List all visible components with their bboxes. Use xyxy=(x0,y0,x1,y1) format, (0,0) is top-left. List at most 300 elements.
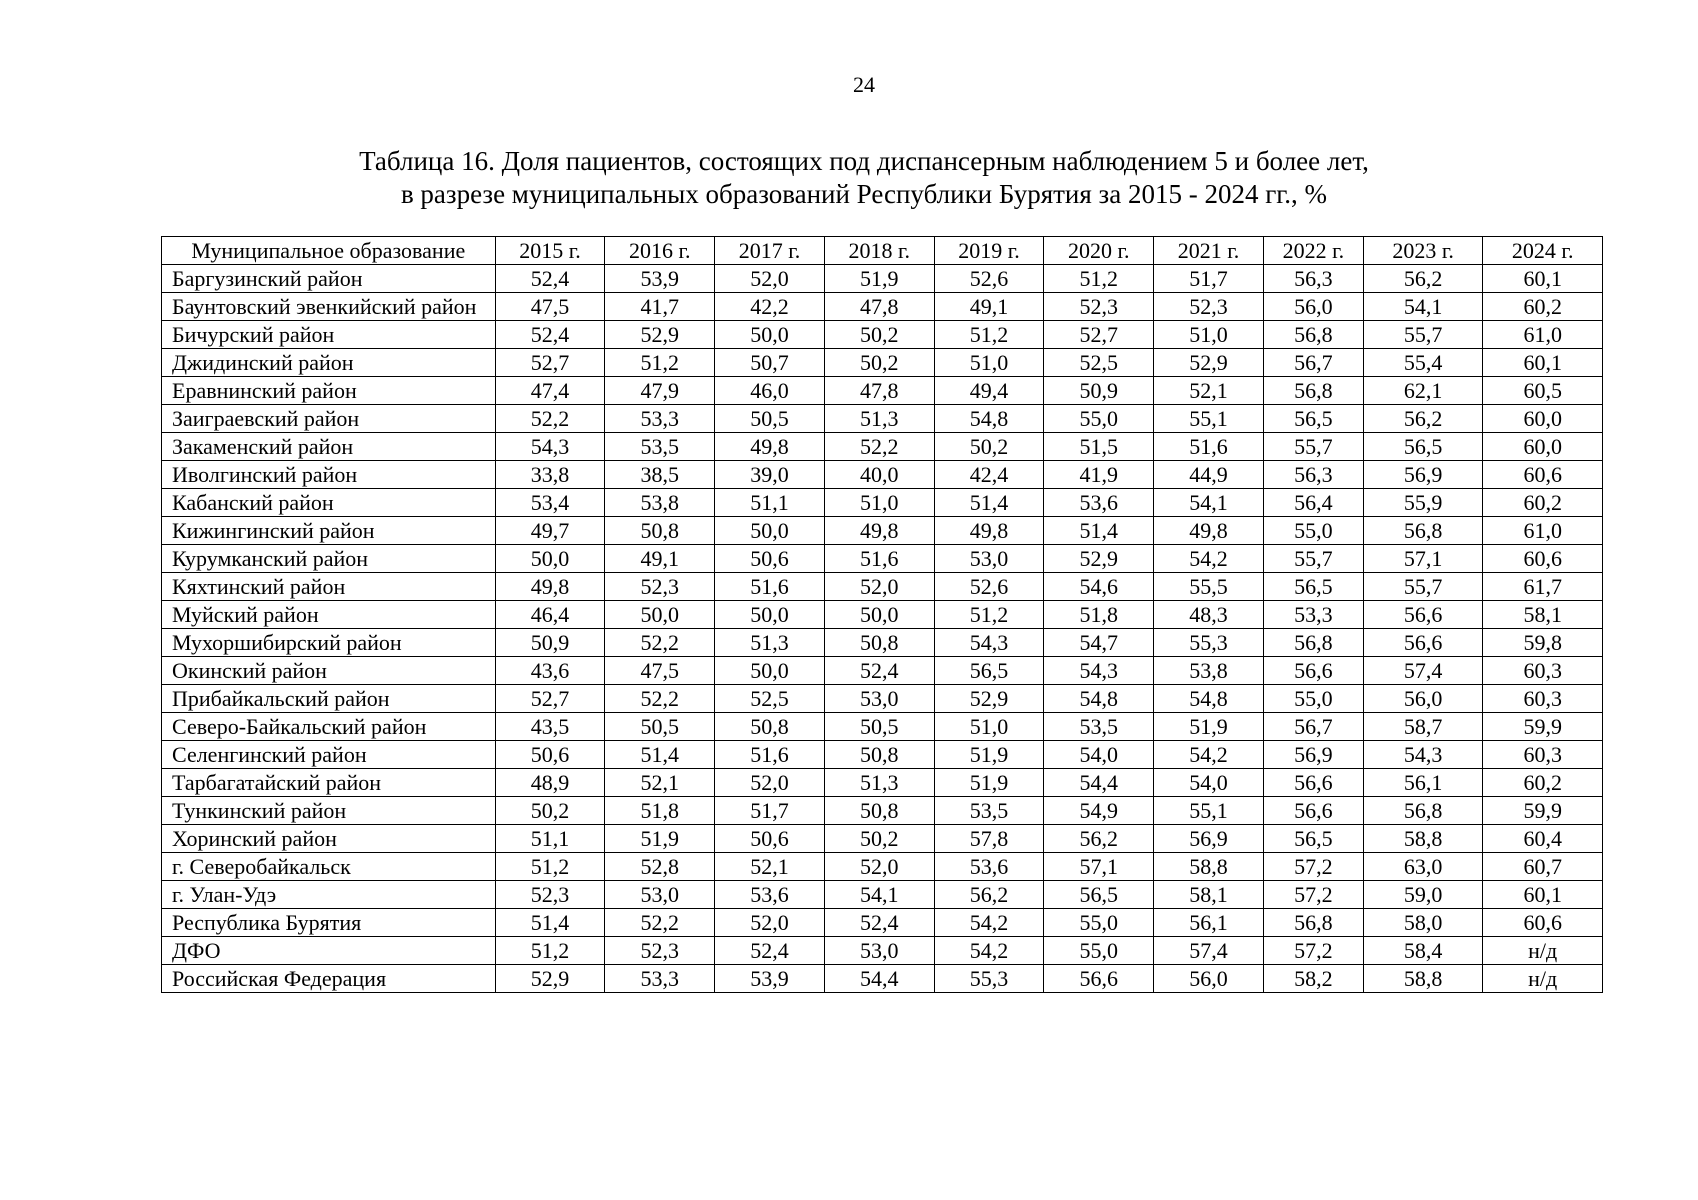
municipality-name-cell: г. Северобайкальск xyxy=(162,853,496,881)
municipality-name-cell: Республика Бурятия xyxy=(162,909,496,937)
value-cell: 51,2 xyxy=(495,853,605,881)
value-cell: 47,9 xyxy=(605,377,715,405)
municipality-name-cell: Хоринский район xyxy=(162,825,496,853)
value-cell: 56,6 xyxy=(1263,657,1363,685)
value-cell: 51,0 xyxy=(934,349,1044,377)
value-cell: 40,0 xyxy=(824,461,934,489)
table-caption-line-2: в разрезе муниципальных образований Республики Бурятия за 2015 - 2024 гг., % xyxy=(400,179,1328,209)
value-cell: 54,9 xyxy=(1044,797,1154,825)
value-cell: 51,3 xyxy=(824,405,934,433)
value-cell: 54,6 xyxy=(1044,573,1154,601)
value-cell: 51,1 xyxy=(495,825,605,853)
value-cell: 56,6 xyxy=(1044,965,1154,993)
value-cell: 52,9 xyxy=(1154,349,1264,377)
value-cell: 56,5 xyxy=(1263,825,1363,853)
value-cell: 51,3 xyxy=(715,629,825,657)
value-cell: 60,3 xyxy=(1483,685,1603,713)
value-cell: 50,0 xyxy=(605,601,715,629)
value-cell: 54,1 xyxy=(824,881,934,909)
value-cell: 56,3 xyxy=(1263,461,1363,489)
municipality-name-cell: Тункинский район xyxy=(162,797,496,825)
value-cell: 47,5 xyxy=(605,657,715,685)
value-cell: 58,1 xyxy=(1483,601,1603,629)
value-cell: 52,9 xyxy=(934,685,1044,713)
value-cell: 62,1 xyxy=(1363,377,1483,405)
value-cell: 60,5 xyxy=(1483,377,1603,405)
value-cell: 56,7 xyxy=(1263,349,1363,377)
value-cell: 57,2 xyxy=(1263,881,1363,909)
value-cell: 50,2 xyxy=(495,797,605,825)
value-cell: 56,9 xyxy=(1154,825,1264,853)
value-cell: 52,9 xyxy=(1044,545,1154,573)
table-row xyxy=(162,517,1603,545)
value-cell: 50,5 xyxy=(715,405,825,433)
value-cell: 58,4 xyxy=(1363,937,1483,965)
value-cell: 52,0 xyxy=(715,909,825,937)
column-header-year: 2016 г. xyxy=(605,237,715,265)
value-cell: 58,7 xyxy=(1363,713,1483,741)
value-cell: 58,8 xyxy=(1154,853,1264,881)
value-cell: 49,8 xyxy=(495,573,605,601)
value-cell: 52,2 xyxy=(605,909,715,937)
value-cell: 53,6 xyxy=(934,853,1044,881)
value-cell: 49,4 xyxy=(934,377,1044,405)
value-cell: 58,8 xyxy=(1363,825,1483,853)
value-cell: 60,6 xyxy=(1483,545,1603,573)
value-cell: 52,7 xyxy=(1044,321,1154,349)
value-cell: 55,3 xyxy=(934,965,1044,993)
value-cell: 53,3 xyxy=(605,965,715,993)
municipality-name-cell: Прибайкальский район xyxy=(162,685,496,713)
value-cell: 50,0 xyxy=(824,601,934,629)
column-header-year: 2018 г. xyxy=(824,237,934,265)
municipality-name-cell: Иволгинский район xyxy=(162,461,496,489)
value-cell: 55,1 xyxy=(1154,405,1264,433)
value-cell: 44,9 xyxy=(1154,461,1264,489)
table-row xyxy=(162,433,1603,461)
value-cell: 51,4 xyxy=(1044,517,1154,545)
table-row xyxy=(162,489,1603,517)
value-cell: 54,2 xyxy=(934,937,1044,965)
column-header-year: 2017 г. xyxy=(715,237,825,265)
value-cell: 52,6 xyxy=(934,573,1044,601)
value-cell: 56,1 xyxy=(1363,769,1483,797)
table-row xyxy=(162,321,1603,349)
value-cell: 61,0 xyxy=(1483,321,1603,349)
value-cell: 60,3 xyxy=(1483,657,1603,685)
value-cell: 52,9 xyxy=(495,965,605,993)
value-cell: 51,6 xyxy=(1154,433,1264,461)
value-cell: 53,8 xyxy=(1154,657,1264,685)
table-row xyxy=(162,741,1603,769)
value-cell: 49,8 xyxy=(934,517,1044,545)
value-cell: 51,9 xyxy=(605,825,715,853)
table-row xyxy=(162,685,1603,713)
value-cell: 50,0 xyxy=(715,321,825,349)
value-cell: 51,9 xyxy=(934,769,1044,797)
value-cell: 50,8 xyxy=(824,797,934,825)
value-cell: 50,2 xyxy=(824,349,934,377)
municipality-name-cell: Муйский район xyxy=(162,601,496,629)
table-row xyxy=(162,657,1603,685)
value-cell: 59,9 xyxy=(1483,713,1603,741)
value-cell: 55,0 xyxy=(1263,685,1363,713)
value-cell: 60,3 xyxy=(1483,741,1603,769)
value-cell: 43,5 xyxy=(495,713,605,741)
value-cell: 51,7 xyxy=(1154,265,1264,293)
value-cell: 53,5 xyxy=(934,797,1044,825)
table-caption xyxy=(0,145,1698,211)
value-cell: 57,4 xyxy=(1363,657,1483,685)
value-cell: 51,9 xyxy=(1154,713,1264,741)
value-cell: 60,6 xyxy=(1483,461,1603,489)
municipality-name-cell: Еравнинский район xyxy=(162,377,496,405)
value-cell: 52,0 xyxy=(715,769,825,797)
value-cell: 50,8 xyxy=(824,741,934,769)
value-cell: 53,0 xyxy=(824,685,934,713)
value-cell: 50,8 xyxy=(824,629,934,657)
value-cell: 52,4 xyxy=(824,909,934,937)
value-cell: 52,7 xyxy=(495,349,605,377)
value-cell: 54,2 xyxy=(1154,545,1264,573)
value-cell: 56,5 xyxy=(1263,573,1363,601)
municipality-name-cell: г. Улан-Удэ xyxy=(162,881,496,909)
value-cell: н/д xyxy=(1483,937,1603,965)
value-cell: 47,5 xyxy=(495,293,605,321)
value-cell: 47,8 xyxy=(824,293,934,321)
value-cell: 56,5 xyxy=(1363,433,1483,461)
value-cell: 51,2 xyxy=(1044,265,1154,293)
value-cell: 50,5 xyxy=(605,713,715,741)
value-cell: 56,8 xyxy=(1263,629,1363,657)
value-cell: 55,3 xyxy=(1154,629,1264,657)
table-row xyxy=(162,601,1603,629)
value-cell: 49,7 xyxy=(495,517,605,545)
municipality-name-cell: ДФО xyxy=(162,937,496,965)
value-cell: 51,6 xyxy=(715,573,825,601)
value-cell: 54,3 xyxy=(1044,657,1154,685)
value-cell: 59,8 xyxy=(1483,629,1603,657)
value-cell: 51,4 xyxy=(495,909,605,937)
value-cell: 49,8 xyxy=(824,517,934,545)
value-cell: 54,2 xyxy=(1154,741,1264,769)
table-row xyxy=(162,293,1603,321)
value-cell: 46,0 xyxy=(715,377,825,405)
value-cell: 54,8 xyxy=(1044,685,1154,713)
value-cell: 56,8 xyxy=(1363,797,1483,825)
data-table xyxy=(161,236,1603,993)
value-cell: 55,0 xyxy=(1263,517,1363,545)
municipality-name-cell: Закаменский район xyxy=(162,433,496,461)
value-cell: 57,1 xyxy=(1044,853,1154,881)
value-cell: 49,1 xyxy=(934,293,1044,321)
value-cell: 60,4 xyxy=(1483,825,1603,853)
value-cell: 47,8 xyxy=(824,377,934,405)
value-cell: 54,4 xyxy=(824,965,934,993)
municipality-name-cell: Баргузинский район xyxy=(162,265,496,293)
value-cell: 39,0 xyxy=(715,461,825,489)
value-cell: 61,0 xyxy=(1483,517,1603,545)
value-cell: 52,4 xyxy=(715,937,825,965)
value-cell: 54,8 xyxy=(934,405,1044,433)
value-cell: 58,0 xyxy=(1363,909,1483,937)
value-cell: 55,0 xyxy=(1044,405,1154,433)
value-cell: 51,3 xyxy=(824,769,934,797)
value-cell: 61,7 xyxy=(1483,573,1603,601)
value-cell: 50,0 xyxy=(715,601,825,629)
column-header-year: 2019 г. xyxy=(934,237,1044,265)
column-header-year: 2024 г. xyxy=(1483,237,1603,265)
value-cell: 51,2 xyxy=(605,349,715,377)
table-row xyxy=(162,965,1603,993)
value-cell: 56,8 xyxy=(1263,909,1363,937)
column-header-year: 2020 г. xyxy=(1044,237,1154,265)
value-cell: 60,0 xyxy=(1483,405,1603,433)
value-cell: 60,6 xyxy=(1483,909,1603,937)
value-cell: 51,9 xyxy=(824,265,934,293)
value-cell: 51,9 xyxy=(934,741,1044,769)
table-row xyxy=(162,713,1603,741)
municipality-name-cell: Мухоршибирский район xyxy=(162,629,496,657)
value-cell: 63,0 xyxy=(1363,853,1483,881)
value-cell: 51,2 xyxy=(934,601,1044,629)
value-cell: 54,3 xyxy=(934,629,1044,657)
value-cell: 59,0 xyxy=(1363,881,1483,909)
value-cell: 52,2 xyxy=(824,433,934,461)
value-cell: 56,2 xyxy=(1363,405,1483,433)
value-cell: 33,8 xyxy=(495,461,605,489)
value-cell: 52,4 xyxy=(824,657,934,685)
value-cell: 52,4 xyxy=(495,321,605,349)
municipality-name-cell: Джидинский район xyxy=(162,349,496,377)
value-cell: 52,1 xyxy=(605,769,715,797)
value-cell: 48,9 xyxy=(495,769,605,797)
value-cell: 52,9 xyxy=(605,321,715,349)
value-cell: 50,0 xyxy=(495,545,605,573)
value-cell: 51,2 xyxy=(934,321,1044,349)
table-row xyxy=(162,377,1603,405)
value-cell: 52,5 xyxy=(1044,349,1154,377)
column-header-year: 2021 г. xyxy=(1154,237,1264,265)
value-cell: 56,0 xyxy=(1154,965,1264,993)
value-cell: 60,0 xyxy=(1483,433,1603,461)
value-cell: 50,5 xyxy=(824,713,934,741)
municipality-name-cell: Бичурский район xyxy=(162,321,496,349)
table-row xyxy=(162,853,1603,881)
value-cell: 54,7 xyxy=(1044,629,1154,657)
value-cell: 52,3 xyxy=(605,937,715,965)
value-cell: 52,7 xyxy=(495,685,605,713)
value-cell: 54,2 xyxy=(934,909,1044,937)
value-cell: 58,8 xyxy=(1363,965,1483,993)
table-row xyxy=(162,405,1603,433)
table-row xyxy=(162,265,1603,293)
value-cell: 55,7 xyxy=(1363,321,1483,349)
value-cell: 60,1 xyxy=(1483,349,1603,377)
value-cell: 51,0 xyxy=(1154,321,1264,349)
value-cell: 58,2 xyxy=(1263,965,1363,993)
value-cell: 57,4 xyxy=(1154,937,1264,965)
value-cell: 55,5 xyxy=(1154,573,1264,601)
value-cell: 38,5 xyxy=(605,461,715,489)
table-row xyxy=(162,797,1603,825)
value-cell: 51,4 xyxy=(605,741,715,769)
value-cell: 57,2 xyxy=(1263,853,1363,881)
value-cell: 53,3 xyxy=(605,405,715,433)
municipality-name-cell: Кабанский район xyxy=(162,489,496,517)
value-cell: 53,0 xyxy=(824,937,934,965)
value-cell: 47,4 xyxy=(495,377,605,405)
column-header-year: 2023 г. xyxy=(1363,237,1483,265)
value-cell: 54,0 xyxy=(1154,769,1264,797)
value-cell: 56,7 xyxy=(1263,713,1363,741)
value-cell: 53,6 xyxy=(1044,489,1154,517)
value-cell: 58,1 xyxy=(1154,881,1264,909)
column-header-year: 2015 г. xyxy=(495,237,605,265)
value-cell: 54,0 xyxy=(1044,741,1154,769)
municipality-name-cell: Селенгинский район xyxy=(162,741,496,769)
value-cell: 54,3 xyxy=(495,433,605,461)
value-cell: 55,9 xyxy=(1363,489,1483,517)
value-cell: 50,2 xyxy=(824,321,934,349)
value-cell: 56,6 xyxy=(1363,601,1483,629)
value-cell: 52,2 xyxy=(605,685,715,713)
value-cell: 53,8 xyxy=(605,489,715,517)
municipality-name-cell: Баунтовский эвенкийский район xyxy=(162,293,496,321)
value-cell: 52,0 xyxy=(715,265,825,293)
value-cell: 49,8 xyxy=(1154,517,1264,545)
value-cell: 52,6 xyxy=(934,265,1044,293)
table-row xyxy=(162,349,1603,377)
municipality-name-cell: Кижингинский район xyxy=(162,517,496,545)
value-cell: 50,7 xyxy=(715,349,825,377)
table-row xyxy=(162,461,1603,489)
value-cell: 56,6 xyxy=(1363,629,1483,657)
value-cell: 53,5 xyxy=(605,433,715,461)
value-cell: 54,8 xyxy=(1154,685,1264,713)
value-cell: 46,4 xyxy=(495,601,605,629)
value-cell: 53,3 xyxy=(1263,601,1363,629)
municipality-name-cell: Кяхтинский район xyxy=(162,573,496,601)
table-row xyxy=(162,629,1603,657)
value-cell: 60,1 xyxy=(1483,881,1603,909)
value-cell: 56,2 xyxy=(1044,825,1154,853)
value-cell: 50,9 xyxy=(1044,377,1154,405)
value-cell: 53,5 xyxy=(1044,713,1154,741)
value-cell: 53,6 xyxy=(715,881,825,909)
value-cell: 60,2 xyxy=(1483,293,1603,321)
value-cell: 50,8 xyxy=(605,517,715,545)
value-cell: 51,4 xyxy=(934,489,1044,517)
value-cell: 52,3 xyxy=(495,881,605,909)
value-cell: 56,6 xyxy=(1263,769,1363,797)
value-cell: 53,0 xyxy=(934,545,1044,573)
value-cell: 54,4 xyxy=(1044,769,1154,797)
municipality-name-cell: Тарбагатайский район xyxy=(162,769,496,797)
value-cell: 56,6 xyxy=(1263,797,1363,825)
value-cell: 56,1 xyxy=(1154,909,1264,937)
value-cell: 52,8 xyxy=(605,853,715,881)
value-cell: 57,8 xyxy=(934,825,1044,853)
value-cell: 50,0 xyxy=(715,657,825,685)
value-cell: 52,3 xyxy=(1044,293,1154,321)
value-cell: 52,0 xyxy=(824,573,934,601)
value-cell: 56,2 xyxy=(1363,265,1483,293)
value-cell: 42,4 xyxy=(934,461,1044,489)
column-header-year: 2022 г. xyxy=(1263,237,1363,265)
value-cell: 56,3 xyxy=(1263,265,1363,293)
value-cell: 51,6 xyxy=(715,741,825,769)
table-row xyxy=(162,573,1603,601)
value-cell: 55,0 xyxy=(1044,937,1154,965)
value-cell: 60,1 xyxy=(1483,265,1603,293)
table-row xyxy=(162,769,1603,797)
table-row xyxy=(162,881,1603,909)
value-cell: 56,0 xyxy=(1363,685,1483,713)
value-cell: 49,8 xyxy=(715,433,825,461)
value-cell: 56,5 xyxy=(1263,405,1363,433)
value-cell: 56,9 xyxy=(1363,461,1483,489)
value-cell: 51,8 xyxy=(605,797,715,825)
value-cell: 51,8 xyxy=(1044,601,1154,629)
value-cell: 60,2 xyxy=(1483,489,1603,517)
value-cell: 53,9 xyxy=(605,265,715,293)
value-cell: 56,8 xyxy=(1363,517,1483,545)
value-cell: 50,2 xyxy=(934,433,1044,461)
value-cell: 56,8 xyxy=(1263,321,1363,349)
value-cell: 50,0 xyxy=(715,517,825,545)
value-cell: 49,1 xyxy=(605,545,715,573)
value-cell: 52,4 xyxy=(495,265,605,293)
value-cell: 60,2 xyxy=(1483,769,1603,797)
value-cell: 56,9 xyxy=(1263,741,1363,769)
table-header-row xyxy=(162,237,1603,265)
value-cell: 54,1 xyxy=(1363,293,1483,321)
value-cell: 41,9 xyxy=(1044,461,1154,489)
table-row xyxy=(162,937,1603,965)
value-cell: 55,7 xyxy=(1363,573,1483,601)
value-cell: 51,0 xyxy=(934,713,1044,741)
value-cell: 52,0 xyxy=(824,853,934,881)
value-cell: 53,0 xyxy=(605,881,715,909)
value-cell: 50,2 xyxy=(824,825,934,853)
municipality-name-cell: Окинский район xyxy=(162,657,496,685)
value-cell: 54,3 xyxy=(1363,741,1483,769)
value-cell: 60,7 xyxy=(1483,853,1603,881)
value-cell: 52,3 xyxy=(1154,293,1264,321)
value-cell: 56,4 xyxy=(1263,489,1363,517)
page-number: 24 xyxy=(853,72,875,97)
value-cell: 51,0 xyxy=(824,489,934,517)
table-row xyxy=(162,545,1603,573)
value-cell: 52,2 xyxy=(495,405,605,433)
value-cell: 42,2 xyxy=(715,293,825,321)
value-cell: 56,5 xyxy=(1044,881,1154,909)
value-cell: н/д xyxy=(1483,965,1603,993)
municipality-name-cell: Северо-Байкальский район xyxy=(162,713,496,741)
value-cell: 52,5 xyxy=(715,685,825,713)
value-cell: 52,1 xyxy=(715,853,825,881)
value-cell: 52,1 xyxy=(1154,377,1264,405)
value-cell: 50,6 xyxy=(715,825,825,853)
value-cell: 59,9 xyxy=(1483,797,1603,825)
value-cell: 51,7 xyxy=(715,797,825,825)
municipality-name-cell: Российская Федерация xyxy=(162,965,496,993)
value-cell: 53,9 xyxy=(715,965,825,993)
value-cell: 50,9 xyxy=(495,629,605,657)
value-cell: 41,7 xyxy=(605,293,715,321)
value-cell: 56,2 xyxy=(934,881,1044,909)
